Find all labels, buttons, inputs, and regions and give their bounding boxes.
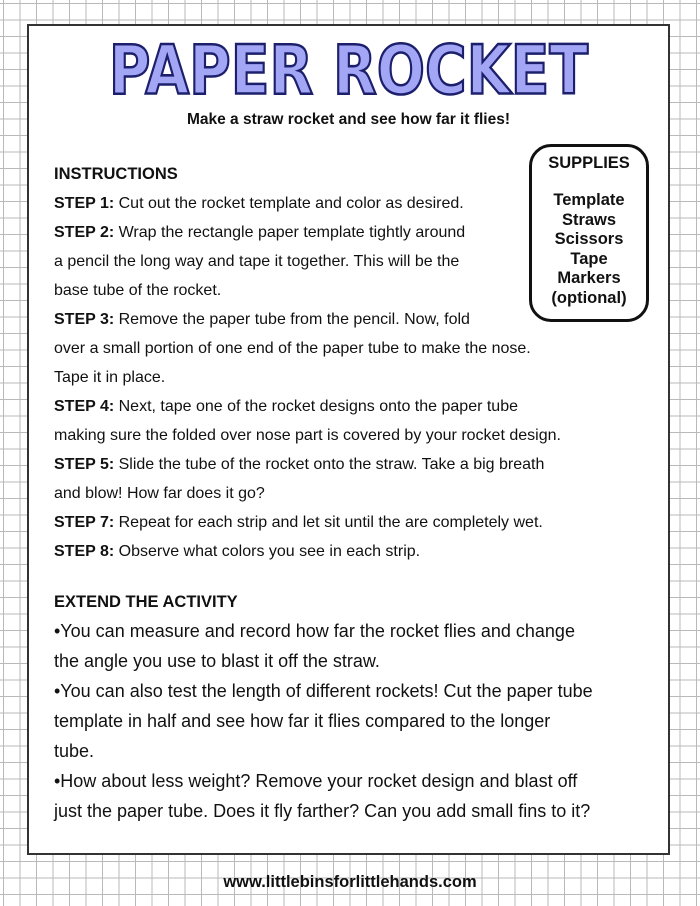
step-text: Repeat for each strip and let sit until the are completely wet. [114, 514, 543, 531]
step-label: STEP 1: [54, 195, 115, 212]
step-2 [54, 218, 644, 305]
supply-item: (optional) [551, 288, 627, 307]
step-text: Remove the paper tube from the pencil. Now, fold [114, 311, 470, 328]
step-text: base tube of the rocket. [54, 282, 222, 299]
page-title: PAPER ROCKET [108, 31, 589, 110]
step-text: making sure the folded over nose part is covered by your rocket design. [54, 427, 561, 444]
extend-list [54, 616, 644, 826]
step-1 [54, 189, 644, 218]
supply-item: Tape [570, 249, 608, 268]
extend-line: •You can measure and record how far the rocket flies and change [54, 621, 575, 641]
step-text: over a small portion of one end of the paper tube to make the nose. [54, 340, 531, 357]
step-text: Wrap the rectangle paper template tightly around [114, 224, 466, 241]
extend-line: template in half and see how far it flies compared to the longer [54, 711, 551, 731]
footer-url: www.littlebinsforlittlehands.com [223, 873, 477, 891]
step-text: Slide the tube of the rocket onto the straw. Take a big breath [114, 456, 545, 473]
section-gap [54, 566, 644, 588]
extend-line: just the paper tube. Does it fly farther? Can you add small fins to it? [54, 801, 591, 821]
step-4 [54, 392, 644, 450]
step-7 [54, 508, 644, 537]
step-3 [54, 305, 644, 392]
extend-line: tube. [54, 741, 95, 761]
instructions-heading: INSTRUCTIONS [54, 165, 178, 183]
supplies-title: SUPPLIES [548, 154, 630, 172]
supply-item: Scissors [554, 230, 624, 248]
step-text: Next, tape one of the rocket designs onto the paper tube [114, 398, 518, 415]
supply-item: Template [553, 191, 625, 209]
step-label: STEP 3: [54, 311, 115, 328]
step-text: Tape it in place. [54, 369, 166, 386]
step-text: a pencil the long way and tape it together. This will be the [54, 253, 460, 270]
supply-item: Markers [557, 269, 621, 287]
supply-item: Straws [561, 210, 617, 229]
step-label: STEP 8: [54, 543, 115, 560]
step-text: Observe what colors you see in each strip. [114, 543, 421, 560]
extend-line: •How about less weight? Remove your rocket design and blast off [54, 771, 578, 791]
step-text: Cut out the rocket template and color as desired. [114, 195, 464, 212]
step-label: STEP 5: [54, 456, 115, 473]
step-label: STEP 2: [54, 224, 115, 241]
extend-line: the angle you use to blast it off the straw. [54, 651, 380, 671]
extend-heading: EXTEND THE ACTIVITY [54, 593, 238, 611]
step-text: and blow! How far does it go? [54, 485, 265, 502]
tagline: Make a straw rocket and see how far it flies! [186, 111, 511, 128]
worksheet-page [27, 24, 670, 855]
step-label: STEP 7: [54, 514, 115, 531]
step-label: STEP 4: [54, 398, 115, 415]
step-5 [54, 450, 644, 508]
extend-line: •You can also test the length of different rockets! Cut the paper tube [54, 681, 593, 701]
content [54, 160, 644, 826]
step-8 [54, 537, 644, 566]
